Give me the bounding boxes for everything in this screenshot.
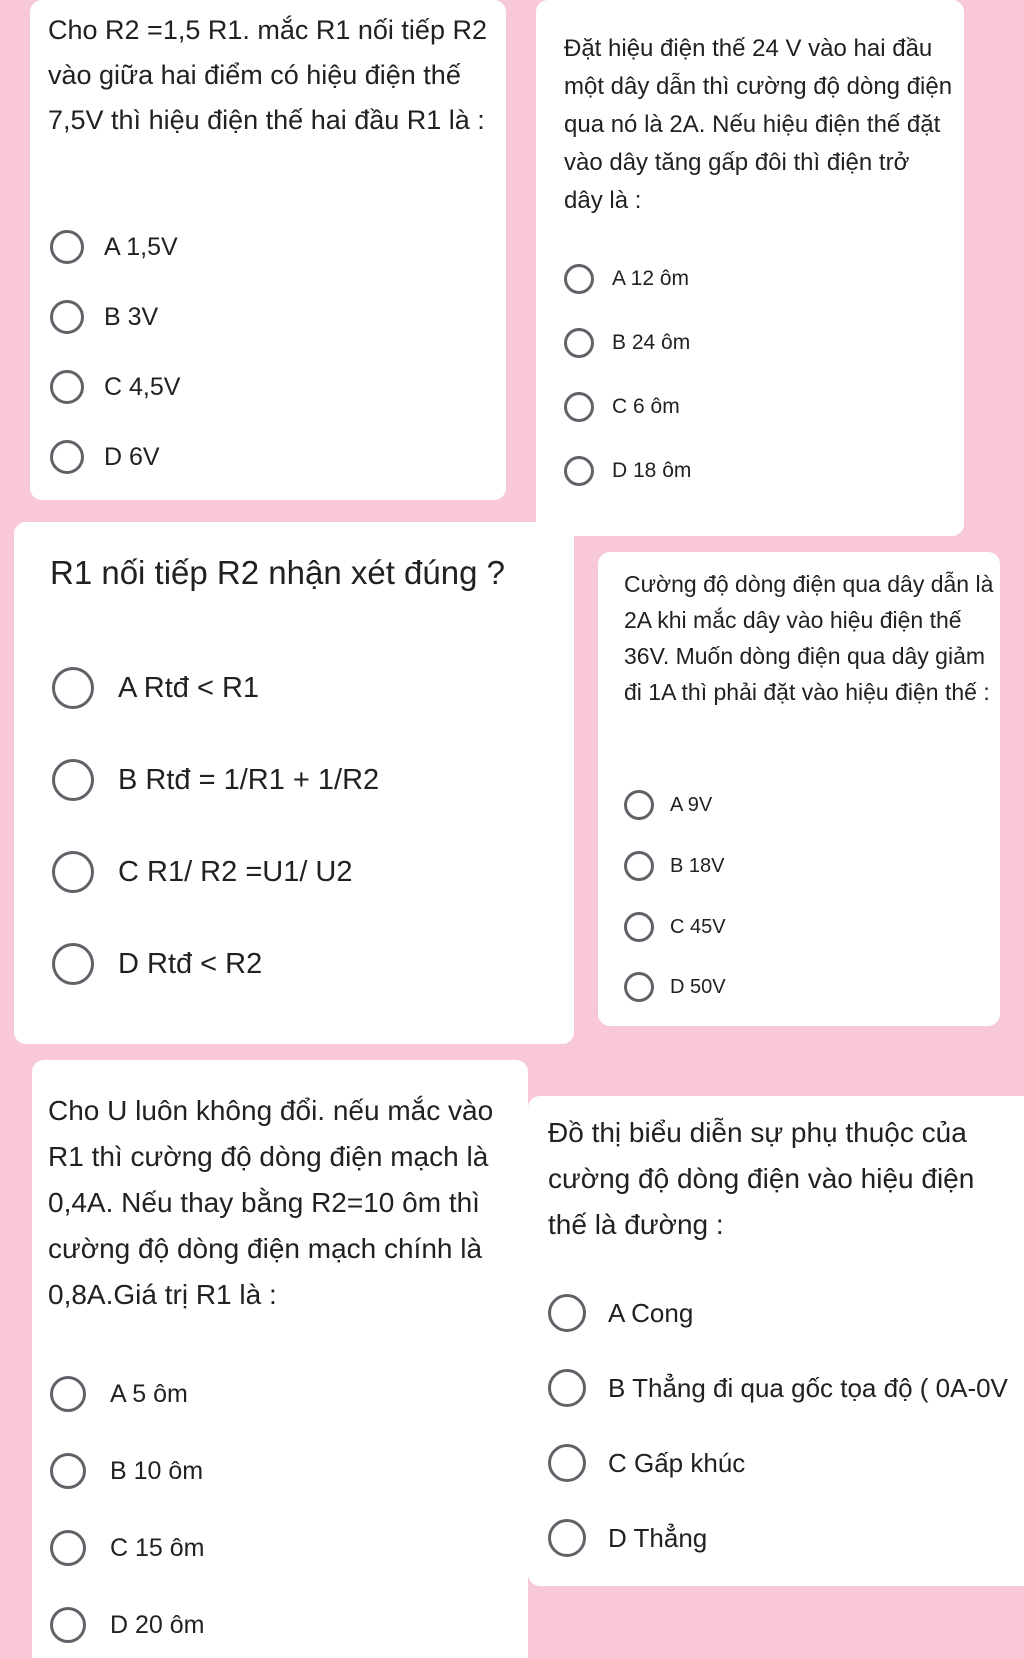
radio-button-icon[interactable]: [564, 456, 594, 486]
option-label: B Rtđ = 1/R1 + 1/R2: [118, 763, 380, 796]
option-label: C R1/ R2 =U1/ U2: [118, 855, 353, 888]
option-label: A 1,5V: [104, 232, 178, 261]
option-c[interactable]: [50, 1530, 204, 1566]
radio-button-icon[interactable]: [564, 264, 594, 294]
option-d[interactable]: [564, 456, 691, 486]
option-d[interactable]: [50, 1607, 204, 1643]
question-card-4: [598, 552, 1000, 1026]
option-label: C 4,5V: [104, 372, 181, 401]
radio-button-icon[interactable]: [564, 328, 594, 358]
question-card-2: [536, 0, 964, 536]
question-card-5: [32, 1060, 528, 1658]
option-label: D 50V: [670, 975, 726, 998]
option-d[interactable]: [548, 1519, 707, 1557]
option-a[interactable]: [52, 667, 259, 709]
radio-button-icon[interactable]: [548, 1444, 586, 1482]
option-a[interactable]: [564, 264, 689, 294]
radio-button-icon[interactable]: [50, 300, 84, 334]
radio-button-icon[interactable]: [624, 790, 654, 820]
option-c[interactable]: [52, 851, 353, 893]
option-a[interactable]: [624, 790, 712, 820]
question-card-1: [30, 0, 506, 500]
radio-button-icon[interactable]: [624, 912, 654, 942]
radio-button-icon[interactable]: [52, 943, 94, 985]
question-text: Đặt hiệu điện thế 24 V vào hai đầu một dây dẫn thì cường độ dòng điện qua nó là 2A. Nếu hiệu điện thế đặt vào dây tăng gấp đôi thì điện trở dây là :: [564, 35, 953, 214]
option-label: A 9V: [670, 793, 713, 816]
option-a[interactable]: [50, 230, 178, 264]
radio-button-icon[interactable]: [624, 972, 654, 1002]
radio-button-icon[interactable]: [50, 230, 84, 264]
option-label: B 3V: [104, 302, 159, 331]
option-c[interactable]: [548, 1444, 745, 1482]
question-text: R1 nối tiếp R2 nhận xét đúng ?: [50, 554, 505, 591]
option-label: A 5 ôm: [110, 1379, 188, 1408]
option-c[interactable]: [50, 370, 180, 404]
option-label: C 6 ôm: [612, 395, 680, 418]
option-d[interactable]: [50, 440, 160, 474]
radio-button-icon[interactable]: [52, 851, 94, 893]
radio-button-icon[interactable]: [564, 392, 594, 422]
option-label: B 24 ôm: [612, 331, 691, 354]
radio-button-icon[interactable]: [548, 1519, 586, 1557]
option-label: D Thẳng: [608, 1522, 708, 1553]
question-text: Cho U luôn không đổi. nếu mắc vào R1 thì cường độ dòng điện mạch là 0,4A. Nếu thay bằng R2=10 ôm thì cường độ dòng điện mạch chính là 0,8A.Giá trị R1 là :: [48, 1095, 494, 1310]
option-label: A Rtđ < R1: [118, 671, 260, 704]
option-label: D 20 ôm: [110, 1610, 205, 1639]
radio-button-icon[interactable]: [624, 851, 654, 881]
option-label: A Cong: [608, 1297, 694, 1328]
radio-button-icon[interactable]: [548, 1369, 586, 1407]
question-text: Đồ thị biểu diễn sự phụ thuộc của cường độ dòng điện vào hiệu điện thế là đường :: [548, 1117, 975, 1240]
radio-button-icon[interactable]: [52, 667, 94, 709]
radio-button-icon[interactable]: [50, 1607, 86, 1643]
option-label: B 18V: [670, 854, 725, 877]
option-b[interactable]: [624, 851, 724, 881]
radio-button-icon[interactable]: [52, 759, 94, 801]
question-text: Cho R2 =1,5 R1. mắc R1 nối tiếp R2 vào giữa hai điểm có hiệu điện thế 7,5V thì hiệu điện thế hai đầu R1 là :: [48, 15, 487, 135]
question-card-3: [14, 522, 574, 1044]
option-label: D 18 ôm: [612, 459, 692, 482]
option-b[interactable]: [52, 759, 379, 801]
option-c[interactable]: [624, 912, 726, 942]
radio-button-icon[interactable]: [50, 1530, 86, 1566]
option-b[interactable]: [548, 1369, 1008, 1407]
option-d[interactable]: [52, 943, 262, 985]
radio-button-icon[interactable]: [548, 1294, 586, 1332]
option-c[interactable]: [564, 392, 680, 422]
option-label: C 15 ôm: [110, 1533, 205, 1562]
option-label: C Gấp khúc: [608, 1447, 746, 1478]
option-label: D Rtđ < R2: [118, 947, 263, 980]
option-b[interactable]: [50, 1453, 203, 1489]
radio-button-icon[interactable]: [50, 440, 84, 474]
radio-button-icon[interactable]: [50, 1453, 86, 1489]
question-card-6: [528, 1096, 1024, 1586]
option-label: C 45V: [670, 915, 726, 938]
option-b[interactable]: [50, 300, 158, 334]
option-label: B Thẳng đi qua gốc tọa độ ( 0A-0V: [608, 1372, 1008, 1403]
option-label: A 12 ôm: [612, 267, 690, 290]
option-a[interactable]: [50, 1376, 188, 1412]
question-text: Cường độ dòng điện qua dây dẫn là 2A khi mắc dây vào hiệu điện thế 36V. Muốn dòng điện qua dây giảm đi 1A thì phải đặt vào hiệu điện thế :: [624, 571, 994, 705]
option-label: B 10 ôm: [110, 1456, 204, 1485]
option-d[interactable]: [624, 972, 726, 1002]
option-a[interactable]: [548, 1294, 693, 1332]
option-b[interactable]: [564, 328, 690, 358]
radio-button-icon[interactable]: [50, 370, 84, 404]
radio-button-icon[interactable]: [50, 1376, 86, 1412]
option-label: D 6V: [104, 442, 160, 471]
